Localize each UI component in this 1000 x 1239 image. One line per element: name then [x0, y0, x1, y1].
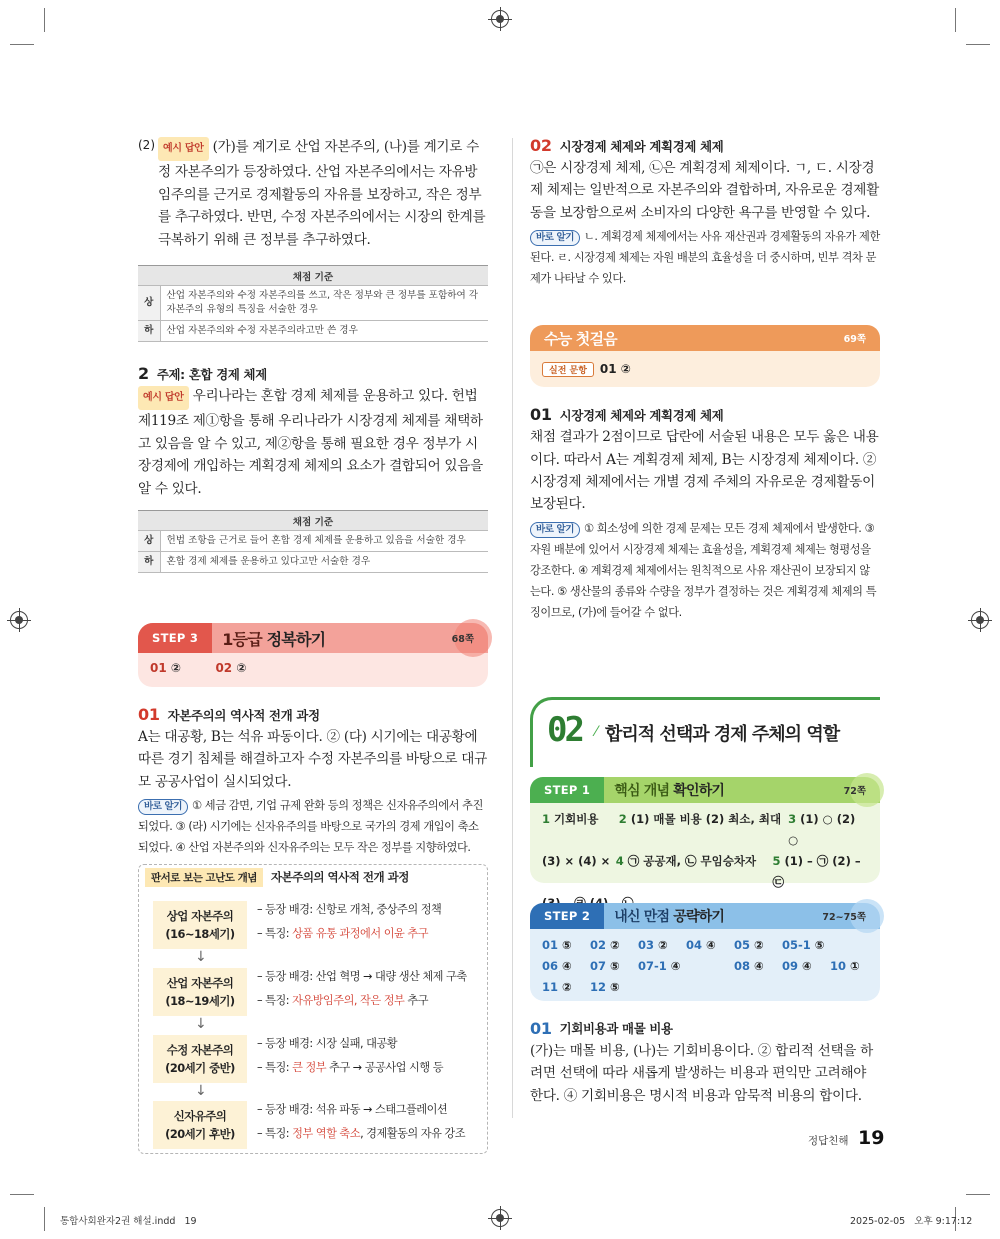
step-label: STEP 3 [138, 623, 212, 653]
suneung-01-check: 바로 알기 ① 희소성에 의한 경제 문제는 모든 경제 체제에서 발생한다. ③ 자원 배분에 있어서 시장경제 체제는 효율성을, 계획경제 체제는 형평성을 강조한다. ④ 계획경제 체제에서는 원칙적으로 사유 재산권이 보장되지 않는다. ⑤ 생산물의 종류와 수량을 정부가 결정하는 것은 계획경제 체제의 특징이므로, (가)에 들어갈 수 없다. [530, 521, 877, 619]
page-ref: 69쪽 [843, 334, 866, 346]
crop-mark [10, 1194, 34, 1195]
suneung-title: 수능 첫걸음 [544, 329, 617, 348]
step2-01-heading: 01 기회비용과 매몰 비용 [530, 1018, 673, 1038]
item-number: (2) [138, 138, 155, 152]
step3-01-text: A는 대공황, B는 석유 파동이다. ② (다) 시기에는 대공황에 따른 경기 침체를 해결하고자 수정 자본주의를 바탕으로 대규모 공공사업이 실시되었다. [138, 729, 487, 790]
stage-desc: – 등장 배경: 시장 실패, 대공황 – 특징: 큰 정부 추구 → 공공사업 시행 등 [257, 1037, 443, 1075]
registration-mark-left [10, 611, 28, 629]
chapter-heading [530, 697, 880, 767]
step1-answers: 1 기회비용 2 (1) 매몰 비용 (2) 최소, 최대 3 (1) ○ (2) ○ (3) × (4) × 4 ㉠ 공공재, ㉡ 무임승차자 5 (1) – ㉠ (2) – ㉢ [530, 803, 880, 883]
concept-tag: 판서로 보는 고난도 개념 [145, 868, 263, 887]
scoring-table-1 [138, 265, 488, 342]
table-row: 상 헌법 조항을 근거로 들어 혼합 경제 체제를 운용하고 있음을 서술한 경우 [138, 531, 488, 552]
column-divider [512, 138, 513, 1118]
suneung-01-text: 채점 결과가 2점이므로 답란에 서술된 내용은 모두 옳은 내용이다. 따라서 A는 계획경제 체제, B는 시장경제 체제이다. ② 시장경제 체제에서는 개별 경제 주체의 자유로운 경제활동이 보장된다. [530, 429, 879, 513]
step3-01-heading: 01 자본주의의 역사적 전개 과정 [138, 705, 320, 725]
crop-mark [955, 8, 956, 32]
stage-desc: – 등장 배경: 신항로 개척, 중상주의 정책 – 특징: 상품 유통 과정에서 이윤 추구 [257, 903, 442, 941]
table-header: 채점 기준 [138, 266, 488, 286]
registration-mark-top [491, 10, 509, 28]
check-tag: 바로 알기 [530, 522, 580, 538]
crop-mark [44, 8, 45, 32]
footer-label: 정답친해 [808, 1135, 849, 1147]
suneung-banner [530, 325, 880, 351]
example-answer-tag: 예시 답안 [138, 386, 189, 410]
suneung-answer: 실전 문항 01 ② [530, 351, 880, 387]
step-title: 핵심 개념 확인하기 [614, 782, 725, 799]
stage-neoliberalism: 신자유주의 (20세기 후반) [153, 1101, 247, 1149]
concept-title: 자본주의의 역사적 전개 과정 [271, 870, 409, 885]
stage-desc: – 등장 배경: 석유 파동 → 스태그플레이션 – 특징: 정부 역할 축소, 경제활동의 자유 강조 [257, 1103, 466, 1141]
right-column [530, 136, 880, 1107]
table-row: 상 산업 자본주의와 수정 자본주의를 쓰고, 작은 정부와 큰 정부를 포함하여 각 자본주의 유형의 특징을 서술한 경우 [138, 286, 488, 321]
left-column [138, 136, 488, 1154]
arrow-down-icon: ↓ [195, 1016, 207, 1033]
table-header: 채점 기준 [138, 511, 488, 531]
chapter-number: 02 [547, 709, 582, 750]
step1-section [530, 777, 880, 889]
stage-modified-capitalism: 수정 자본주의 (20세기 중반) [153, 1035, 247, 1083]
question-2-heading: 2 주제: 혼합 경제 체제 [138, 364, 267, 384]
question-02-heading: 02 시장경제 체제와 계획경제 체제 [530, 136, 724, 155]
step3-answers: 01 ② 02 ② [138, 653, 488, 687]
check-tag: 바로 알기 [530, 230, 580, 246]
step2-section [530, 903, 880, 1001]
answer-2-2 [138, 136, 488, 251]
page-ref: 72쪽 [843, 785, 866, 797]
page-ref: 72~75쪽 [822, 911, 866, 923]
step2-answers: 01 ⑤ 02 ② 03 ② 04 ④ 05 ② 05-1 ⑤ 06 ④ 07 ⑤ 07-1 ④ 08 ④ 09 ④ 10 ① 11 ② 12 ⑤ [530, 929, 880, 1001]
step-title: 내신 만점 공략하기 [614, 908, 725, 925]
crop-mark [966, 1194, 990, 1195]
arrow-down-icon: ↓ [195, 949, 207, 966]
page-number: 19 [858, 1127, 885, 1149]
step-title: 1등급 정복하기 [222, 629, 326, 649]
page-ref: 68쪽 [451, 634, 474, 646]
print-date: 2025-02-05 오후 9:17:12 [850, 1216, 973, 1227]
table-row: 하 산업 자본주의와 수정 자본주의라고만 쓴 경우 [138, 321, 488, 342]
stage-commercial-capitalism: 상업 자본주의 (16~18세기) [153, 901, 247, 949]
arrow-down-icon: ↓ [195, 1083, 207, 1100]
suneung-section [530, 325, 880, 387]
step3-section [138, 623, 488, 687]
check-tag: 바로 알기 [138, 799, 188, 815]
scoring-table-2 [138, 510, 488, 573]
question-02-check: 바로 알기 ㄴ. 계획경제 체제에서는 사유 재산권과 경제활동의 자유가 제한된다. ㄹ. 시장경제 체제는 자원 배분의 효율성을 더 중시하며, 빈부 격차 문제가 나타날 수 있다. [530, 230, 880, 286]
concept-box [138, 864, 488, 1154]
example-answer-tag: 예시 답안 [158, 137, 209, 161]
suneung-01-heading: 01 시장경제 체제와 계획경제 체제 [530, 405, 724, 425]
step3-01-check: 바로 알기 ① 세금 감면, 기업 규제 완화 등의 정책은 신자유주의에서 추진되었다. ③ (라) 시기에는 신자유주의를 바탕으로 국가의 경제 개입이 축소되었다. ④ 산업 자본주의와 신자유주의는 모두 작은 정부를 지향하였다. [138, 799, 483, 855]
table-row: 하 혼합 경제 체제를 운용하고 있다고만 서술한 경우 [138, 552, 488, 573]
registration-mark-bottom [491, 1209, 509, 1227]
question-02-text: ㉠은 시장경제 체제, ㉡은 계획경제 체제이다. ㄱ, ㄷ. 시장경제 체제는 일반적으로 자본주의와 결합하며, 자유로운 경제활동을 보장함으로써 소비자의 다양한 욕구를 반영할 수 있다. [530, 160, 879, 221]
stage-industrial-capitalism: 산업 자본주의 (18~19세기) [153, 968, 247, 1016]
step-label: STEP 2 [530, 903, 604, 929]
crop-mark [44, 1207, 45, 1231]
step-label: STEP 1 [530, 777, 604, 803]
registration-mark-right [971, 611, 989, 629]
crop-mark [966, 44, 990, 45]
slash-icon: ⁄ [595, 723, 598, 740]
file-name: 통합사회완자2권 해설.indd 19 [60, 1216, 197, 1227]
step1-banner [530, 777, 880, 803]
step2-banner [530, 903, 880, 929]
stage-desc: – 등장 배경: 산업 혁명 → 대량 생산 체제 구축 – 특징: 자유방임주의, 작은 정부 추구 [257, 970, 467, 1008]
answer-text: 예시 답안 (가)를 계기로 산업 자본주의, (나)를 계기로 수정 자본주의가 등장하였다. 산업 자본주의에서는 자유방임주의를 근거로 경제활동의 자유를 보장하고, 작은 정부를 추구하였다. 반면, 수정 자본주의에서는 시장의 한계를 극복하기 위해 큰 정부를 추구하였다. [158, 139, 486, 248]
crop-mark [10, 44, 34, 45]
question-2-answer: 예시 답안 우리나라는 혼합 경제 체제를 운용하고 있다. 헌법 제119조 제①항을 통해 우리나라가 시장경제 체제를 채택하고 있음을 알 수 있고, 제②항을 통해 필요한 경우 정부가 시장경제에 개입하는 계획경제 체제의 요소가 결합되어 있음을 알 수 있다. [138, 388, 483, 497]
practice-tag: 실전 문항 [542, 362, 594, 377]
step3-banner [138, 623, 488, 653]
step2-01-text: (가)는 매몰 비용, (나)는 기회비용이다. ② 합리적 선택을 하려면 선택에 따라 새롭게 발생하는 비용과 편익만 고려해야 한다. ④ 기회비용은 명시적 비용과 암묵적 비용의 합이다. [530, 1042, 873, 1104]
chapter-title: 합리적 선택과 경제 주체의 역할 [605, 723, 840, 745]
